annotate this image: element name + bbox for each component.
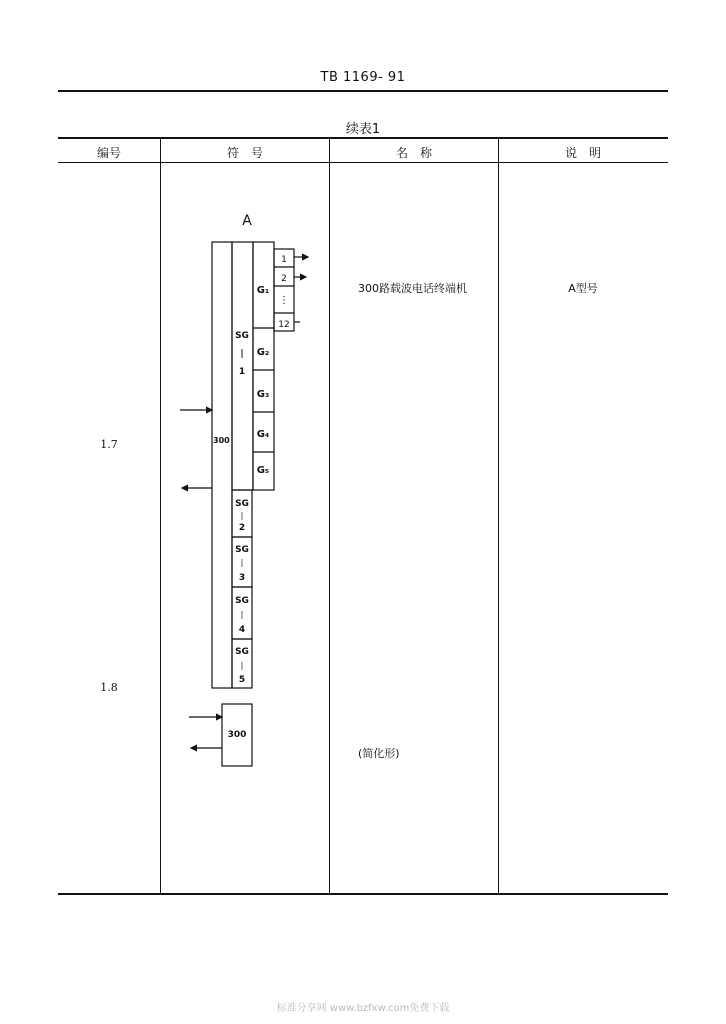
symbol-title: A <box>242 213 252 229</box>
column-divider-1 <box>160 138 161 894</box>
row-number-1-7: 1.7 <box>100 438 118 451</box>
column-divider-2 <box>329 138 330 894</box>
sg1-label-top: SG <box>235 331 249 341</box>
svg-text:|: | <box>240 661 244 670</box>
group-label-g4: G₄ <box>256 429 270 440</box>
carrier-terminal-symbol-simplified <box>185 700 265 770</box>
row-name-1-7: 300路载波电话终端机 <box>358 282 467 295</box>
sg4-label-num: 4 <box>238 625 246 635</box>
channel-ellipsis: ⋮ <box>279 295 289 306</box>
channel-12: 12 <box>278 320 290 330</box>
channel-1: 1 <box>281 255 287 265</box>
g-column <box>253 242 274 490</box>
simplified-label: 300 <box>227 730 247 740</box>
group-label-g3: G₃ <box>256 389 270 400</box>
row-name-1-8: (简化形) <box>358 747 400 760</box>
column-header-name: 名 称 <box>395 146 432 160</box>
table-bottom-rule <box>58 893 668 895</box>
main-label: 300 <box>213 436 230 445</box>
main-block <box>212 242 232 688</box>
column-header-symbol: 符 号 <box>226 146 263 160</box>
sg5-label-top: SG <box>235 647 249 657</box>
header-rule <box>58 90 668 92</box>
sg5-label-num: 5 <box>238 675 246 685</box>
svg-text:|: | <box>240 349 244 359</box>
sg1-column <box>232 242 253 490</box>
row-number-1-8: 1.8 <box>100 681 118 694</box>
sg3-label-num: 3 <box>238 573 246 583</box>
group-label-g1: G₁ <box>256 285 270 296</box>
column-header-number: 编号 <box>96 146 121 160</box>
table-header-rule <box>58 162 668 163</box>
document-code: TB 1169- 91 <box>320 70 406 85</box>
sg2-label-top: SG <box>235 499 249 509</box>
sg3-label-top: SG <box>235 545 249 555</box>
svg-text:|: | <box>240 511 244 520</box>
table-caption: 续表1 <box>345 122 381 137</box>
channel-2: 2 <box>281 274 287 284</box>
column-divider-3 <box>498 138 499 894</box>
row-description-1-7: A型号 <box>568 282 598 295</box>
carrier-terminal-symbol-type-a <box>170 205 320 695</box>
column-header-description: 说 明 <box>564 146 601 160</box>
sg2-label-num: 2 <box>238 523 246 533</box>
group-label-g2: G₂ <box>256 347 270 358</box>
table-top-rule <box>58 137 668 139</box>
svg-text:|: | <box>240 610 244 619</box>
svg-text:|: | <box>240 558 244 567</box>
sg4-label-top: SG <box>235 596 249 606</box>
group-label-g5: G₅ <box>256 465 270 476</box>
footer-watermark: 标准分享网 www.bzfxw.com免费下载 <box>276 1003 450 1014</box>
sg1-label-num: 1 <box>238 367 246 377</box>
